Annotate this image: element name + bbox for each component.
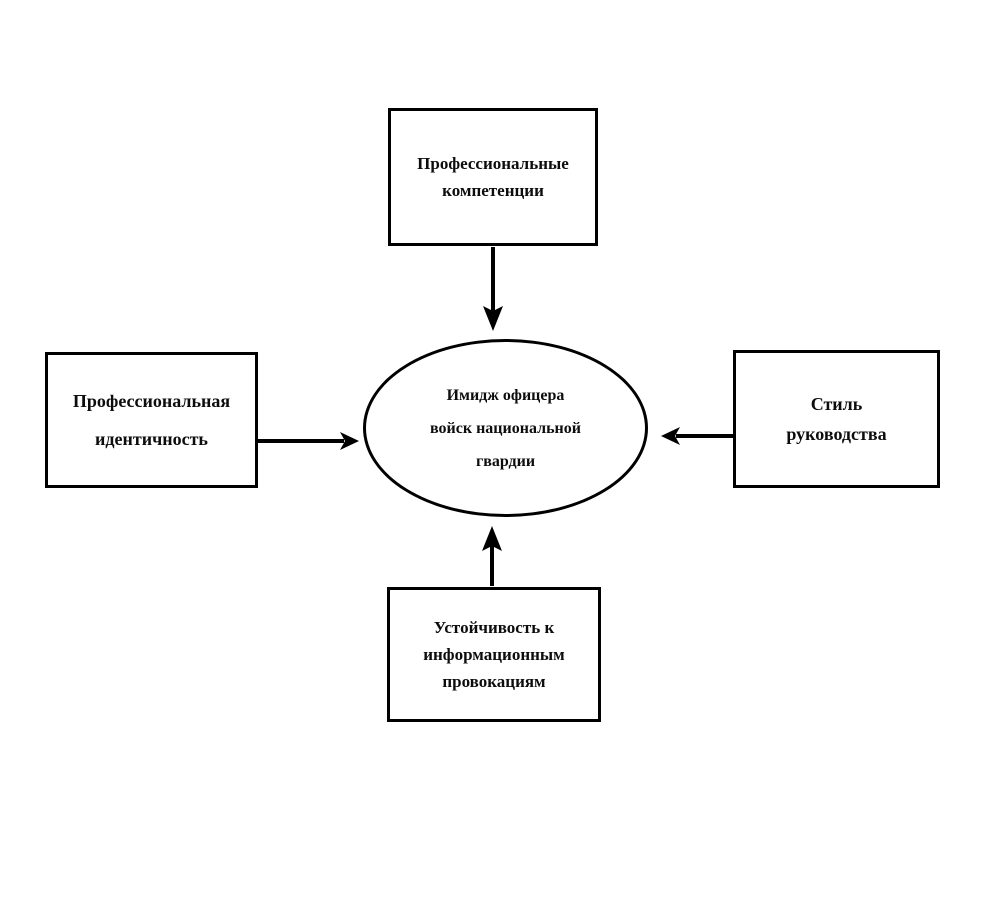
node-label-line: гвардии	[475, 452, 536, 470]
node-professional-identity	[45, 352, 258, 488]
node-label-line: компетенции	[442, 181, 544, 200]
arrow-top-down	[483, 247, 503, 331]
node-resilience-to-provocations	[387, 587, 601, 722]
node-officer-image-ellipse	[363, 339, 648, 517]
node-label-line: идентичность	[95, 429, 208, 449]
arrow-left-right	[258, 432, 359, 450]
arrow-bottom-up	[482, 526, 502, 586]
node-leadership-style	[733, 350, 940, 488]
node-label-line: руководства	[786, 424, 887, 444]
node-professional-competencies	[388, 108, 598, 246]
node-label-line: Имидж офицера	[446, 386, 565, 404]
node-label-line: информационным	[423, 645, 565, 664]
arrow-right-left	[661, 427, 733, 445]
node-label-line: Устойчивость к	[433, 618, 555, 637]
node-label-line: войск национальной	[430, 419, 581, 437]
node-label-line: Профессиональная	[72, 391, 231, 411]
node-label-line: Стиль	[810, 394, 863, 414]
node-label-line: провокациям	[442, 672, 546, 691]
node-label-line: Профессиональные	[417, 154, 569, 173]
